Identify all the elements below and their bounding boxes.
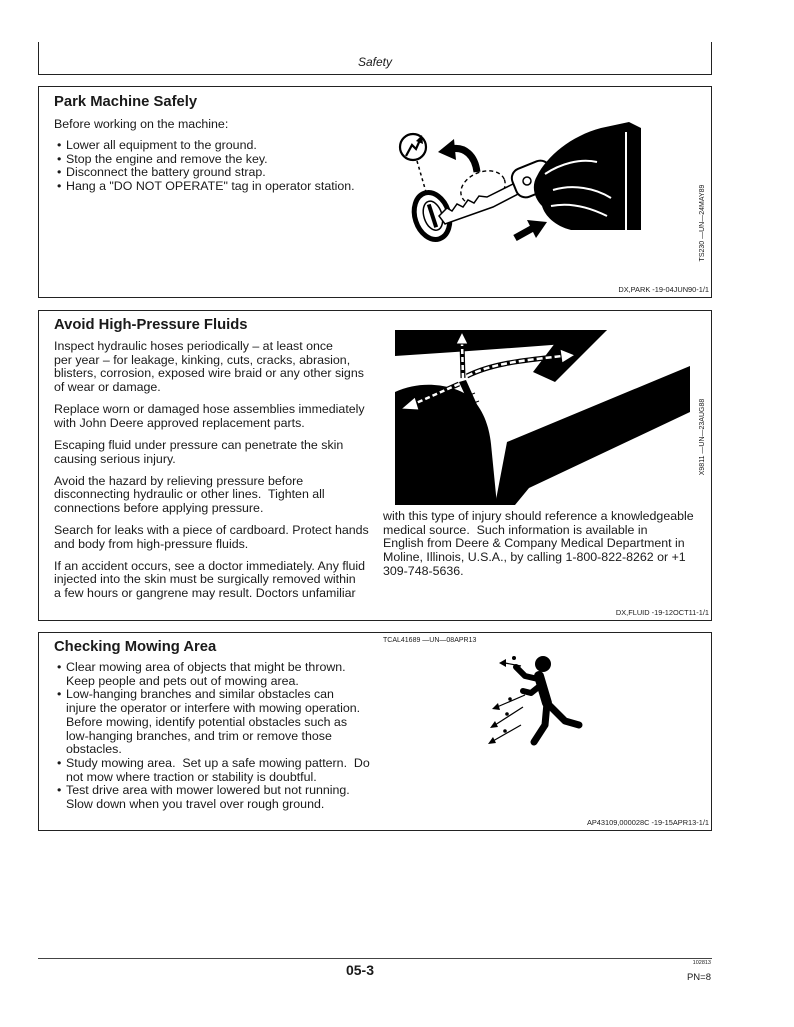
figure-code: TCAL41689 —UN—08APR13 <box>383 636 477 644</box>
bullet-text: Study mowing area. Set up a safe mowing pattern. Do not mow where traction or stability is doubtful. <box>66 755 370 784</box>
high-pressure-fluids-section <box>38 310 712 621</box>
list-item <box>57 166 355 180</box>
bullet-mark: • <box>57 755 62 770</box>
running-header <box>38 42 712 75</box>
bullet-mark: • <box>57 660 62 674</box>
section-title: Park Machine Safely <box>54 93 198 110</box>
paragraph: Inspect hydraulic hoses periodically – at least once per year – for leakage, kinking, cuts, cracks, abrasion, blisters, corrosion, exposed wire braid or any other signs of wear or damage. <box>54 339 364 395</box>
bullet-mark: • <box>57 179 62 194</box>
bullet-text: Test drive area with mower lowered but not running. Slow down when you travel over rough ground. <box>66 783 350 812</box>
paragraph: Avoid the hazard by relieving pressure before disconnecting hydraulic or other lines. Tighten all connections before applying pressure. <box>54 473 325 515</box>
bullet-list <box>57 661 370 812</box>
paragraph-continuation: with this type of injury should reference a knowledgeable medical source. Such information is available in English from Deere & Company Medical Department in Moline, Illinois, U.S.A., by calling 1-800-822-8262 or +1 309-748-5636. <box>383 509 694 578</box>
park-machine-illustration <box>395 118 645 252</box>
figure-code: TS230 —UN—24MAY89 <box>699 184 706 262</box>
park-machine-safely-section <box>38 86 712 298</box>
section-intro: Before working on the machine: <box>54 117 229 131</box>
bullet-list <box>57 139 355 194</box>
paragraph: Search for leaks with a piece of cardboard. Protect hands and body from high-pressure fluids. <box>54 522 369 551</box>
bullet-text: Disconnect the battery ground strap. <box>66 165 266 180</box>
bullet-mark: • <box>57 783 62 798</box>
footer-rule <box>38 958 712 959</box>
pn-label: PN=8 <box>686 972 711 983</box>
document-reference: DX,FLUID -19-12OCT11-1/1 <box>615 607 709 617</box>
pull-arrow-icon <box>515 220 547 238</box>
list-item <box>57 757 370 784</box>
list-item <box>57 139 355 153</box>
bullet-mark: • <box>57 151 62 166</box>
hand <box>534 122 641 230</box>
list-item <box>57 688 370 757</box>
high-pressure-fluid-illustration <box>395 330 690 505</box>
bullet-mark: • <box>57 138 62 152</box>
page-number: 05-3 <box>345 962 375 978</box>
list-item <box>57 153 355 167</box>
list-item <box>57 180 355 194</box>
date-code: 102813 <box>692 960 711 966</box>
bullet-text: Stop the engine and remove the key. <box>66 151 268 166</box>
paragraph: If an accident occurs, see a doctor immediately. Any fluid injected into the skin must be surgically removed within a few hours or gangrene may result. Doctors unfamiliar <box>54 558 366 601</box>
figure-code: X9811 —UN—23AUG88 <box>699 398 706 476</box>
paragraph: Replace worn or damaged hose assemblies immediately with John Deere approved replacement parts. <box>54 402 365 430</box>
paragraph: Escaping fluid under pressure can penetrate the skin causing serious injury. <box>54 437 344 466</box>
document-reference: AP43109,000028C -19-15APR13-1/1 <box>586 817 709 827</box>
bullet-text: Low-hanging branches and similar obstacles can injure the operator or interfere with mowing operation. Before mowing, identify potential obstacles such as low-hanging branches, and trim or remove those obstacles. <box>66 687 361 757</box>
section-title: Checking Mowing Area <box>54 638 217 655</box>
bullet-text: Lower all equipment to the ground. <box>66 138 257 152</box>
chapter-title: Safety <box>357 55 393 69</box>
bullet-mark: • <box>57 687 62 702</box>
dashed-guide-line <box>417 161 426 192</box>
list-item <box>57 784 370 811</box>
bullet-mark: • <box>57 165 62 180</box>
person-figure <box>516 656 579 742</box>
bullet-text: Hang a "DO NOT OPERATE" tag in operator station. <box>66 179 355 194</box>
checking-mowing-area-section <box>38 632 712 831</box>
list-item <box>57 661 370 688</box>
ignition-symbol-icon <box>400 134 426 160</box>
turn-arrow-icon <box>438 139 477 172</box>
section-title: Avoid High-Pressure Fluids <box>54 316 248 333</box>
thrown-objects-illustration <box>485 645 585 748</box>
bullet-text: Clear mowing area of objects that might be thrown. Keep people and pets out of mowing area. <box>66 660 346 688</box>
section-body <box>54 340 369 609</box>
document-reference: DX,PARK -19-04JUN90-1/1 <box>618 284 709 294</box>
